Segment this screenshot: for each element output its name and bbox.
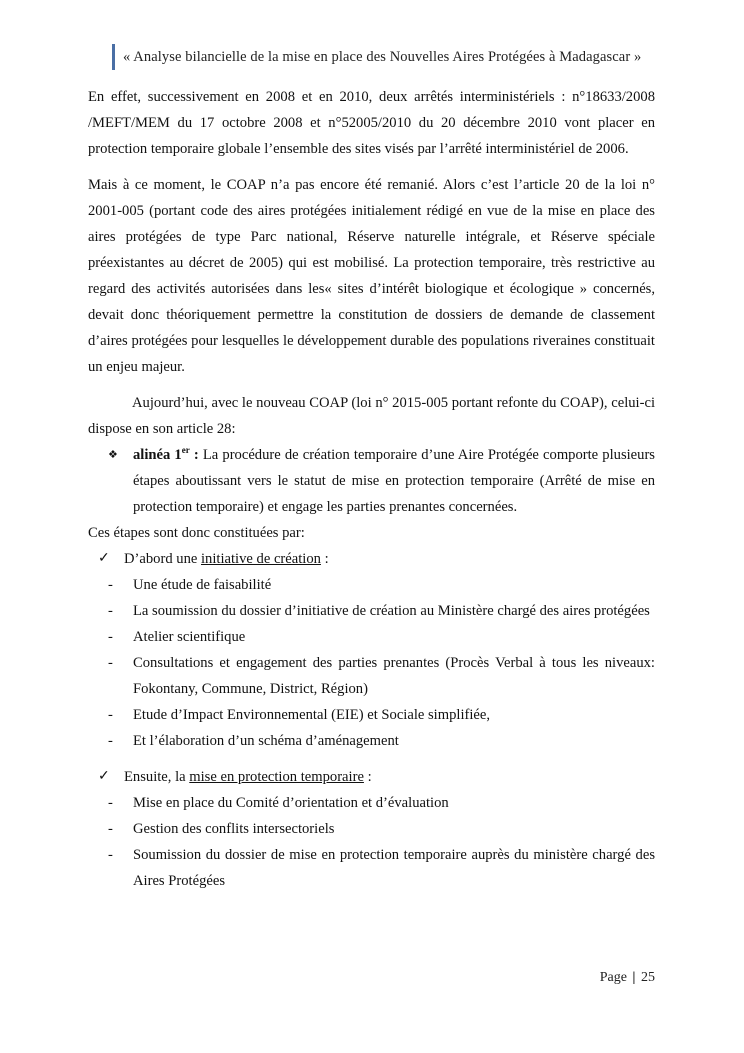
page-number: 25: [641, 970, 655, 985]
alinea-text: alinéa 1er : La procédure de création temporaire d’une Aire Protégée comporte plusieurs étapes aboutissant vers le statut de mise en protection temporaire (Arrêté de mise en protection temporaire) et engage les parties prenantes concernées.: [133, 445, 655, 515]
section-2-heading: [98, 764, 655, 790]
list-item-text: Mise en place du Comité d’orientation et d’évaluation: [133, 795, 449, 811]
list-item: [108, 816, 655, 842]
dash-bullet: -: [108, 603, 113, 619]
section-2-list: [88, 790, 655, 894]
running-header: [112, 44, 641, 70]
page-label: Page: [599, 970, 627, 985]
list-item-text: Gestion des conflits intersectoriels: [133, 821, 335, 837]
list-item: [108, 572, 655, 598]
dash-bullet: -: [108, 655, 113, 671]
list-item-text: La soumission du dossier d’initiative de création au Ministère chargé des aires protégées: [133, 603, 650, 619]
page-footer: [600, 970, 655, 986]
paragraph-2: Mais à ce moment, le COAP n’a pas encore été remanié. Alors c’est l’article 20 de la loi n° 2001-005 (portant code des aires protégées initialement rédigé en vue de la mise en place des aires protégées de type Parc national, Réserve naturelle intégrale, et Réserve spéciale préexistantes au décret de 2005) qui est mobilisé. La protection temporaire, très restrictive au regard des activités autorisées dans les« sites d’intérêt biologique et écologique » concernés, devait donc théoriquement permettre la constitution de dossiers de demande de classement d’aires protégées pour lesquelles le développement durable des populations riveraines constituait un enjeu majeur.: [88, 177, 655, 375]
alinea-label: alinéa 1er :: [133, 445, 199, 463]
list-item-text: Et l’élaboration d’un schéma d’aménagement: [133, 733, 399, 749]
list-item-text: Une étude de faisabilité: [133, 577, 272, 593]
list-item: [108, 842, 655, 894]
section-1-list: [88, 572, 655, 754]
dash-bullet: -: [108, 707, 113, 723]
list-item: [108, 728, 655, 754]
list-item-text: Etude d’Impact Environnemental (EIE) et Sociale simplifiée,: [133, 707, 491, 723]
paragraph-1: En effet, successivement en 2008 et en 2010, deux arrêtés interministériels : n°18633/2008 /MEFT/MEM du 17 octobre 2008 et n°52005/2010 du 20 décembre 2010 vont placer en protection temporaire globale l’ensemble des sites visés par l’arrêté interministériel de 2006.: [88, 89, 655, 157]
checkmark-icon: ✓: [98, 551, 110, 566]
steps-intro: Ces étapes sont donc constituées par:: [88, 525, 305, 541]
dash-bullet: -: [108, 733, 113, 749]
list-item: [108, 702, 655, 728]
page-separator: |: [632, 970, 636, 985]
section-1-underlined: initiative de création: [201, 551, 321, 567]
section-1-title: D’abord une initiative de création :: [124, 551, 329, 567]
diamond-bullet-icon: ❖: [108, 449, 118, 461]
header-accent-bar: [112, 44, 115, 70]
dash-bullet: -: [108, 629, 113, 645]
page-content: [88, 84, 655, 894]
paragraph-3: Aujourd’hui, avec le nouveau COAP (loi n° 2015-005 portant refonte du COAP), celui-ci dispose en son article 28:: [88, 395, 655, 437]
checkmark-icon: ✓: [98, 769, 110, 784]
header-title: « Analyse bilancielle de la mise en place des Nouvelles Aires Protégées à Madagascar »: [123, 48, 642, 65]
section-2-title: Ensuite, la mise en protection temporaire :: [124, 769, 372, 785]
dash-bullet: -: [108, 795, 113, 811]
section-1-heading: [98, 546, 655, 572]
dash-bullet: -: [108, 577, 113, 593]
dash-bullet: -: [108, 847, 113, 863]
list-item: [108, 598, 655, 624]
list-item-text: Atelier scientifique: [133, 629, 246, 645]
section-2-underlined: mise en protection temporaire: [189, 769, 364, 785]
list-item: [108, 650, 655, 702]
list-item-text: Soumission du dossier de mise en protection temporaire auprès du ministère chargé des Aires Protégées: [133, 847, 655, 889]
list-item-text: Consultations et engagement des parties prenantes (Procès Verbal à tous les niveaux: Fokontany, Commune, District, Région): [133, 655, 655, 697]
list-item: [108, 624, 655, 650]
alinea-superscript: er: [181, 445, 190, 456]
list-item: [108, 790, 655, 816]
alinea-item: [108, 442, 655, 520]
dash-bullet: -: [108, 821, 113, 837]
